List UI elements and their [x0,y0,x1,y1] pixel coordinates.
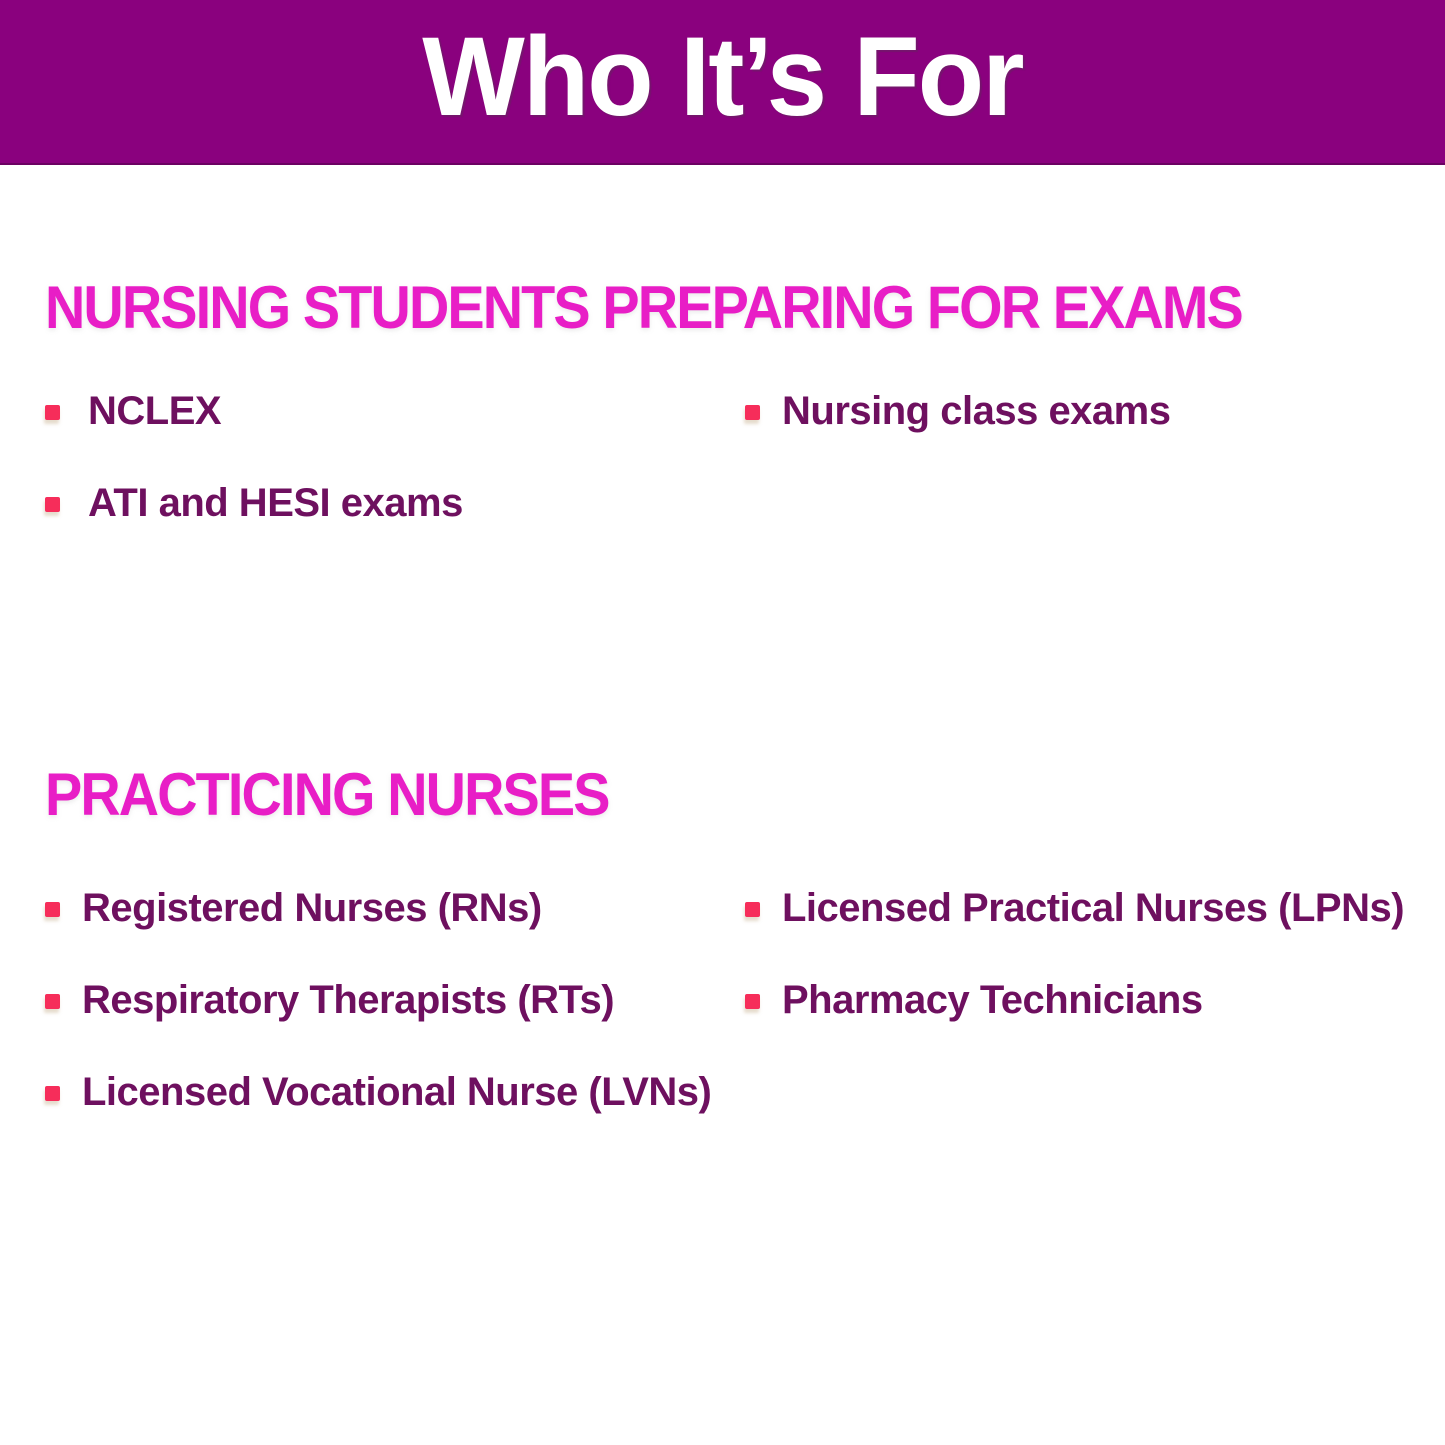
square-bullet-icon [45,994,60,1009]
list-item-label: Nursing class exams [782,389,1171,433]
square-bullet-icon [745,902,760,917]
square-bullet-icon [745,994,760,1009]
square-bullet-icon [45,497,60,512]
list-item-label: Licensed Practical Nurses (LPNs) [782,886,1405,930]
list-item [45,1069,745,1115]
section-columns [45,388,1415,526]
list-item-label: Pharmacy Technicians [782,978,1203,1022]
list-item-label: Respiratory Therapists (RTs) [82,978,615,1022]
list-item [745,977,1415,1023]
section-columns [45,885,1415,1115]
list-item [745,388,1415,434]
column-left [45,885,745,1115]
list-item [45,977,745,1023]
page-title: Who It’s For [422,13,1023,139]
header-banner [0,0,1445,165]
list-item [45,388,745,434]
section-heading-nursing-students: NURSING STUDENTS PREPARING FOR EXAMS [45,274,1242,341]
section-practicing-nurses [45,761,1415,1115]
section-heading-practicing-nurses: PRACTICING NURSES [45,761,609,828]
column-right [745,388,1415,434]
list-item [745,885,1415,931]
square-bullet-icon [45,405,60,420]
column-left [45,388,745,526]
square-bullet-icon [45,1086,60,1101]
list-item [45,480,745,526]
list-item-label: Licensed Vocational Nurse (LVNs) [82,1070,712,1114]
section-nursing-students [45,274,1415,526]
square-bullet-icon [45,902,60,917]
square-bullet-icon [745,405,760,420]
column-right [745,885,1415,1023]
list-item-label: Registered Nurses (RNs) [82,886,542,930]
list-item [45,885,745,931]
list-item-label: ATI and HESI exams [88,481,463,525]
list-item-label: NCLEX [88,389,222,433]
